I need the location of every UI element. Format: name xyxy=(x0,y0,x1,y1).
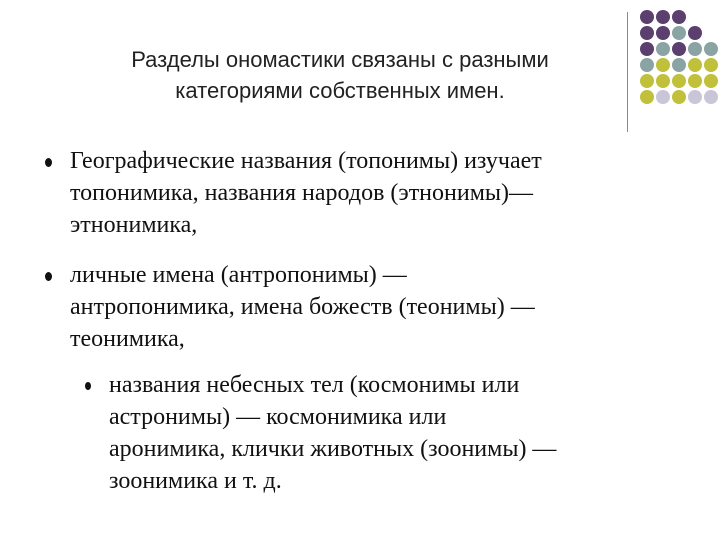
sub-bullet-item xyxy=(109,369,689,497)
bullet-icon xyxy=(45,272,52,281)
title-line-1: Разделы ономастики связаны с разными xyxy=(131,47,549,72)
bullet-text: личные имена (антропонимы) — антропонимика, имена божеств (теонимы) — теонимика, xyxy=(70,262,535,352)
title-line-2: категориями собственных имен. xyxy=(175,78,505,103)
bullet-item xyxy=(70,145,670,241)
bullet-icon xyxy=(85,382,91,390)
bullet-text: Географические названия (топонимы) изучает топонимика, названия народов (этнонимы)— этнонимика, xyxy=(70,148,542,238)
bullet-icon xyxy=(45,158,52,167)
sub-bullet-text: названия небесных тел (космонимы или астронимы) — космонимика или аронимика, клички животных (зоонимы) — зоонимика и т. д. xyxy=(109,372,557,494)
bullet-item xyxy=(70,259,670,355)
